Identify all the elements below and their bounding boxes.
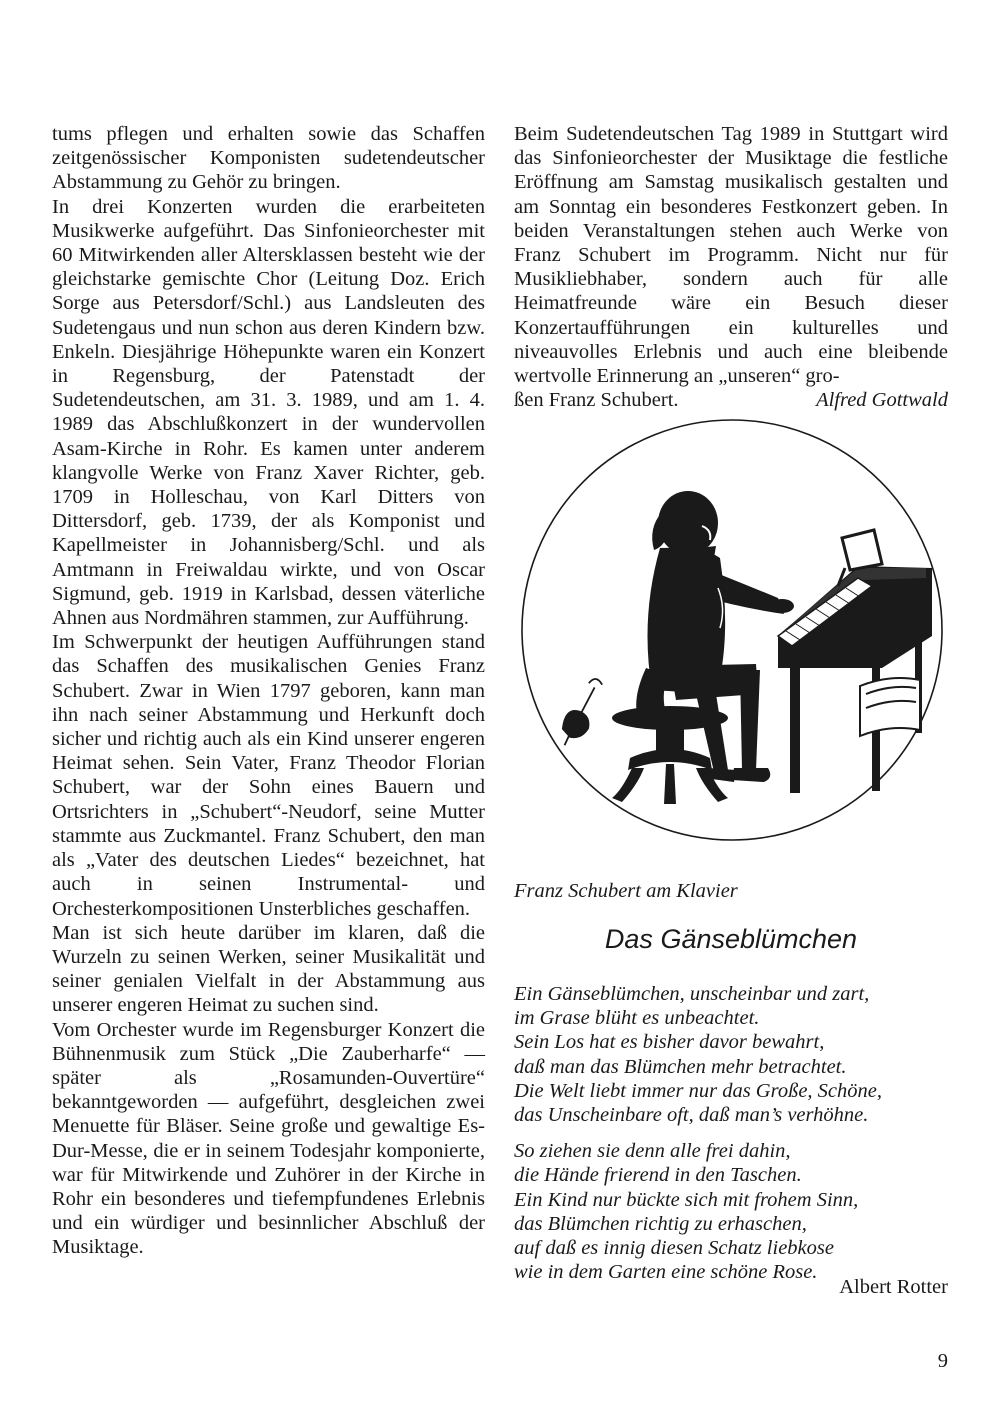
poem — [514, 982, 948, 1296]
poem-line: daß man das Blümchen mehr betrachtet. — [514, 1055, 847, 1078]
article-paragraph: In drei Konzerten wurden die erarbeiteten Musikwerke aufgeführt. Das Sinfonieorchester mit 60 Mitwirkenden aller Altersklassen besteht wie der gleichstarke gemischte Chor (Leitung Doz. Erich Sorge aus Petersdorf/Schl.) aus Landsleuten des Sudetengaus und nun schon aus deren Kindern bzw. Enkeln. Diesjährige Höhepunkte waren ein Konzert in Regensburg, der Patenstadt der Sudetendeutschen, am 31. 3. 1989, und am 1. 4. 1989 das Abschlußkonzert in der wundervollen Asam-Kirche in Rohr. Es kamen unter anderem klangvolle Werke von Franz Xaver Richter, geb. 1709 in Holleschau, von Karl Ditters von Dittersdorf, geb. 1739, der als Komponist und Kapellmeister in Johannisberg/Schl. und als Amtmann in Freiwaldau wirkte, und von Oscar Sigmund, geb. 1919 in Karlsbad, dessen väterliche Ahnen aus Nordmähren stammen, zur Aufführung. — [52, 195, 485, 630]
article-paragraph: Beim Sudetendeutschen Tag 1989 in Stuttgart wird das Sinfonieorchester der Musiktage die festliche Eröffnung am Samstag musikalisch gestalten und am Sonntag ein besonderes Festkonzert geben. In beiden Veranstaltungen stehen auch Werke von Franz Schubert im Programm. Nicht nur für Musikliebhaber, sondern auch für alle Heimatfreunde wäre ein Besuch dieser Konzertaufführungen ein kulturelles und niveauvolles Erlebnis und auch eine bleibende wertvolle Erinnerung an „unseren“ gro- — [514, 123, 948, 388]
poem-author: Albert Rotter — [839, 1276, 948, 1298]
poem-line: Die Welt liebt immer nur das Große, Schöne, — [514, 1079, 882, 1102]
poem-line: Sein Los hat es bisher davor bewahrt, — [514, 1031, 825, 1054]
article-paragraph: Vom Orchester wurde im Regensburger Konzert die Bühnenmusik zum Stück „Die Zauberharfe“ — später als „Rosamunden-Ouvertüre“ bekanntgeworden — aufgeführt, desgleichen zwei Menuette für Bläser. Seine große und gewaltige Es-Dur-Messe, die er in seinem Todesjahr komponierte, war für Mitwirkende und Zuhörer in der Kirche in Rohr ein besonderes und tiefempfundenes Erlebnis und ein würdiger und besinnlicher Abschluß der Musiktage. — [52, 1018, 485, 1259]
poem-title: Das Gänseblümchen — [604, 924, 858, 954]
poem-line: im Grase blüht es unbeachtet. — [514, 1007, 760, 1030]
article-paragraph: tums pflegen und erhalten sowie das Schaffen zeitgenössischer Komponisten sudetendeutscher Abstammung zu Gehör zu bringen. — [52, 123, 485, 194]
poem-line: So ziehen sie denn alle frei dahin, — [514, 1140, 791, 1163]
poem-stanza — [514, 982, 948, 1127]
article-author: Alfred Gottwald — [816, 389, 948, 412]
poem-line: das Blümchen richtig zu erhaschen, — [514, 1212, 807, 1235]
article-paragraph: Im Schwerpunkt der heutigen Aufführungen stand das Schaffen des musikalischen Genies Franz Schubert. Zwar in Wien 1797 geboren, kann man ihn nach seiner Abstammung und Herkunft doch sicher und richtig auch als ein Kind unserer engeren Heimat sehen. Sein Vater, Franz Theodor Florian Schubert, war der Sohn eines Bauern und Ortsrichters in „Schubert“-Neudorf, seine Mutter stammte aus Zuckmantel. Franz Schubert, den man als „Vater des deutschen Liedes“ bezeichnet, hat auch in seinen Instrumental- und Orchesterkompositionen Unsterbliches geschaffen. — [52, 631, 485, 920]
article-closing-line — [514, 388, 948, 412]
poem-line: das Unscheinbare oft, daß man’s verhöhne. — [514, 1104, 869, 1127]
article-paragraph: Man ist sich heute darüber im klaren, daß die Wurzeln zu seinen Werken, seiner Musikalität und seiner genialen Vielfalt in der Abstammung aus unserer engeren Heimat zu suchen sind. — [52, 921, 485, 1017]
article-last-line: ßen Franz Schubert. — [514, 389, 679, 412]
page-number: 9 — [937, 1350, 948, 1372]
article-right-column — [514, 122, 948, 412]
article-left-column — [52, 122, 485, 1260]
poem-line: Ein Kind nur bückte sich mit frohem Sinn, — [514, 1188, 859, 1211]
schubert-piano-illustration — [520, 418, 944, 842]
poem-line: Ein Gänseblümchen, unscheinbar und zart, — [514, 983, 870, 1005]
illustration-caption: Franz Schubert am Klavier — [514, 880, 738, 902]
poem-stanza — [514, 1139, 948, 1284]
poem-line: auf daß es innig diesen Schatz liebkose — [514, 1237, 834, 1260]
poem-line: wie in dem Garten eine schöne Rose. — [514, 1261, 818, 1284]
poem-line: die Hände frierend in den Taschen. — [514, 1164, 802, 1187]
